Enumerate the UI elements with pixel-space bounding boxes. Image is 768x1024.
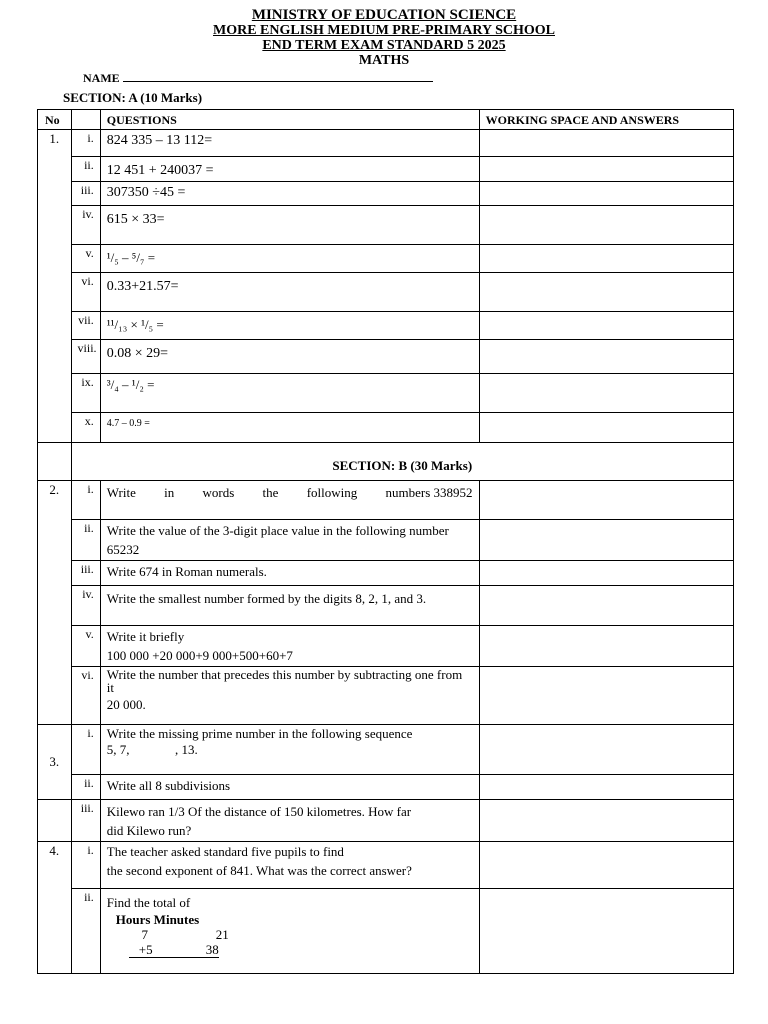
answer-space[interactable] bbox=[479, 182, 733, 206]
table-row bbox=[38, 481, 734, 520]
sub-number: iii. bbox=[71, 800, 100, 842]
answer-space[interactable] bbox=[479, 413, 733, 443]
sub-number: ii. bbox=[71, 157, 100, 182]
hours-minutes-header: Hours Minutes bbox=[115, 912, 200, 927]
question-text bbox=[100, 842, 479, 889]
hours-value: 7 bbox=[141, 927, 149, 942]
sub-number: i. bbox=[71, 725, 100, 775]
question-text bbox=[100, 800, 479, 842]
table-row bbox=[38, 561, 734, 586]
question-number: 3. bbox=[38, 725, 72, 800]
sub-number: v. bbox=[71, 245, 100, 273]
word: in bbox=[164, 485, 175, 500]
col-header-working: WORKING SPACE AND ANSWERS bbox=[479, 110, 733, 130]
sub-number: x. bbox=[71, 413, 100, 443]
answer-space[interactable] bbox=[479, 725, 733, 775]
exam-header bbox=[0, 8, 768, 68]
answer-space[interactable] bbox=[479, 481, 733, 520]
answer-space[interactable] bbox=[479, 312, 733, 340]
question-line: Find the total of bbox=[106, 895, 191, 910]
ministry-title: MINISTRY OF EDUCATION SCIENCE bbox=[251, 7, 517, 23]
question-text bbox=[100, 626, 479, 667]
section-b-row bbox=[38, 443, 734, 481]
answer-space[interactable] bbox=[479, 245, 733, 273]
table-row bbox=[38, 889, 734, 974]
answer-space[interactable] bbox=[479, 340, 733, 374]
sub-number: vii. bbox=[71, 312, 100, 340]
question-text: 615 × 33= bbox=[100, 206, 479, 245]
school-name: MORE ENGLISH MEDIUM PRE-PRIMARY SCHOOL bbox=[213, 23, 555, 38]
question-line: the second exponent of 841. What was the correct answer? bbox=[106, 863, 412, 878]
question-text bbox=[100, 667, 479, 725]
sub-number: iii. bbox=[71, 561, 100, 586]
answer-space[interactable] bbox=[479, 157, 733, 182]
question-line: The teacher asked standard five pupils to find bbox=[106, 844, 344, 859]
answer-space[interactable] bbox=[479, 889, 733, 974]
answer-space[interactable] bbox=[479, 842, 733, 889]
question-text bbox=[100, 481, 479, 520]
addition-row bbox=[129, 942, 219, 958]
question-text: Write all 8 subdivisions bbox=[100, 775, 479, 800]
question-text: Write 674 in Roman numerals. bbox=[100, 561, 479, 586]
sub-number: viii. bbox=[71, 340, 100, 374]
question-line: Write the value of the 3-digit place value in the following number bbox=[106, 523, 449, 538]
question-number: 1. bbox=[38, 130, 72, 443]
sub-number: i. bbox=[71, 130, 100, 157]
answer-space[interactable] bbox=[479, 561, 733, 586]
question-number: 2. bbox=[38, 481, 72, 725]
question-text: 4.7 – 0.9 = bbox=[100, 413, 479, 443]
table-row bbox=[38, 667, 734, 725]
hours-value: +5 bbox=[138, 942, 153, 957]
sub-number: ii. bbox=[71, 520, 100, 561]
sub-number: ix. bbox=[71, 374, 100, 413]
table-header-row bbox=[38, 110, 734, 130]
question-text: 12 451 + 240037 = bbox=[100, 157, 479, 182]
table-row bbox=[38, 374, 734, 413]
table-row bbox=[38, 245, 734, 273]
question-line: Kilewo ran 1/3 Of the distance of 150 kilometres. How far bbox=[106, 804, 412, 819]
answer-space[interactable] bbox=[479, 206, 733, 245]
hours-minutes-table bbox=[116, 912, 473, 958]
answer-space[interactable] bbox=[479, 626, 733, 667]
sub-number: iii. bbox=[71, 182, 100, 206]
answer-space[interactable] bbox=[479, 775, 733, 800]
word: Write bbox=[106, 485, 136, 500]
answer-space[interactable] bbox=[479, 520, 733, 561]
question-text bbox=[100, 520, 479, 561]
col-header-no: No bbox=[38, 110, 72, 130]
col-header-sub bbox=[71, 110, 100, 130]
table-row bbox=[38, 312, 734, 340]
table-row bbox=[38, 626, 734, 667]
question-line: 20 000. bbox=[106, 697, 146, 712]
empty-cell bbox=[38, 800, 72, 842]
question-text bbox=[100, 889, 479, 974]
question-line: Write the missing prime number in the following sequence bbox=[106, 726, 413, 741]
table-row bbox=[38, 800, 734, 842]
table-row bbox=[38, 586, 734, 626]
minutes-value: 38 bbox=[205, 942, 219, 957]
question-number: 4. bbox=[38, 842, 72, 974]
answer-space[interactable] bbox=[479, 667, 733, 725]
answer-space[interactable] bbox=[479, 586, 733, 626]
question-text: ¹¹/₁₃ × ¹/₅ = bbox=[100, 312, 479, 340]
name-field[interactable] bbox=[83, 71, 433, 86]
table-row bbox=[38, 273, 734, 312]
table-row bbox=[38, 206, 734, 245]
subject-title: MATHS bbox=[358, 53, 410, 68]
question-text: 0.08 × 29= bbox=[100, 340, 479, 374]
question-line: did Kilewo run? bbox=[106, 823, 192, 838]
question-line: 100 000 +20 000+9 000+500+60+7 bbox=[106, 648, 293, 663]
question-text bbox=[100, 725, 479, 775]
sub-number: ii. bbox=[71, 889, 100, 974]
name-underline[interactable] bbox=[123, 71, 433, 82]
question-line: Write it briefly bbox=[106, 629, 185, 644]
question-text: 0.33+21.57= bbox=[100, 273, 479, 312]
section-a-heading: SECTION: A (10 Marks) bbox=[63, 90, 203, 105]
question-line: Write the number that precedes this number by subtracting one from it bbox=[106, 667, 463, 695]
answer-space[interactable] bbox=[479, 374, 733, 413]
sub-number: v. bbox=[71, 626, 100, 667]
section-b-heading: SECTION: B (30 Marks) bbox=[71, 443, 733, 481]
table-row bbox=[38, 182, 734, 206]
sub-number: i. bbox=[71, 481, 100, 520]
word: the bbox=[262, 485, 279, 500]
sub-number: iv. bbox=[71, 586, 100, 626]
empty-cell bbox=[38, 443, 72, 481]
question-text: ¹/₅ – ⁵/₇ = bbox=[100, 245, 479, 273]
name-label: NAME bbox=[83, 71, 120, 85]
word: numbers 338952 bbox=[385, 485, 473, 500]
word: following bbox=[306, 485, 358, 500]
sub-number: vi. bbox=[71, 273, 100, 312]
question-line: 65232 bbox=[106, 542, 140, 557]
col-header-questions: QUESTIONS bbox=[100, 110, 479, 130]
word: words bbox=[202, 485, 235, 500]
exam-table bbox=[37, 109, 734, 974]
table-row bbox=[38, 520, 734, 561]
table-row bbox=[38, 842, 734, 889]
sub-number: ii. bbox=[71, 775, 100, 800]
table-row bbox=[38, 775, 734, 800]
minutes-value: 21 bbox=[215, 927, 229, 942]
question-text: ³/₄ – ¹/₂ = bbox=[100, 374, 479, 413]
table-row bbox=[38, 340, 734, 374]
answer-space[interactable] bbox=[479, 800, 733, 842]
question-text: 824 335 – 13 112= bbox=[100, 130, 479, 157]
exam-title: END TERM EXAM STANDARD 5 2025 bbox=[262, 38, 506, 53]
question-text: Write the smallest number formed by the digits 8, 2, 1, and 3. bbox=[100, 586, 479, 626]
question-text: 307350 ÷45 = bbox=[100, 182, 479, 206]
table-row bbox=[38, 413, 734, 443]
sub-number: i. bbox=[71, 842, 100, 889]
sub-number: vi. bbox=[71, 667, 100, 725]
table-row bbox=[38, 157, 734, 182]
sub-number: iv. bbox=[71, 206, 100, 245]
question-line: 5, 7, , 13. bbox=[106, 742, 198, 757]
table-row bbox=[38, 130, 734, 157]
addition-row bbox=[116, 927, 473, 942]
answer-space[interactable] bbox=[479, 130, 733, 157]
table-row bbox=[38, 725, 734, 775]
answer-space[interactable] bbox=[479, 273, 733, 312]
